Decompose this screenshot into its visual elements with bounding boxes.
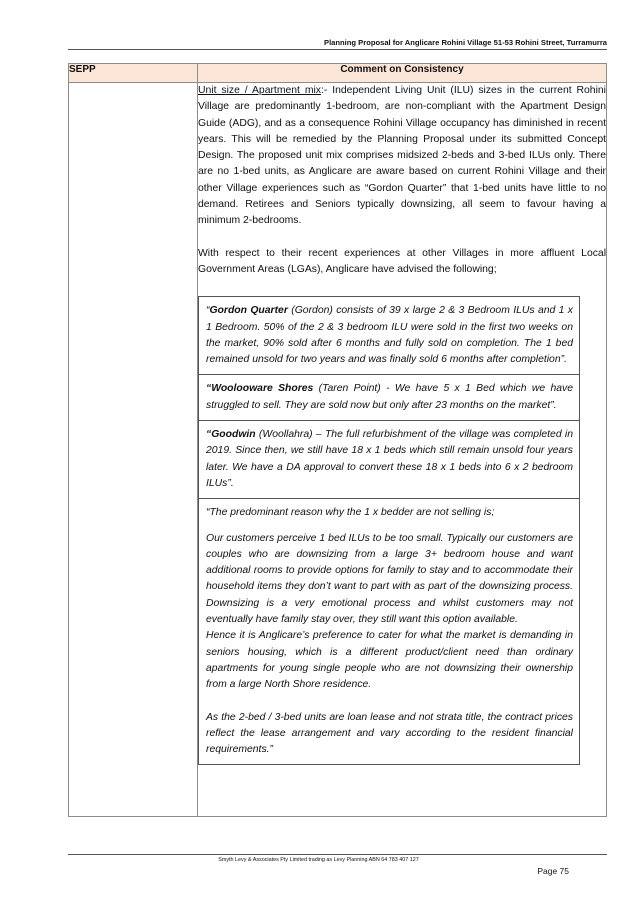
quote-goodwin-name: “Goodwin	[206, 429, 256, 441]
unit-size-text: :- Independent Living Unit (ILU) sizes in the current Rohini Village are predominantly 1-bedroom, are non-compliant with the Apartment Design Guide (ADG), and as a consequence Rohini Village occupancy has diminished in recent years. This will be remedied by the Planning Proposal under its submitted Concept Design. The proposed unit mix comprises midsized 2-beds and 3-bed ILUs only. There are no 1-bed units, as Anglicare are aware based on current Rohini Village and their other Village experiences such as “Gordon Quarter” that 1-bed units have little to no demand. Retirees and Seniors typically downsizing, all seem to favour having a minimum 2-bedrooms.	[198, 85, 606, 227]
quote-goodwin-text: (Woollahra) – The full refurbishment of the village was completed in 2019. Since then, we still have 18 x 1 beds which still remain unsold four years later. We have a DA approval to convert these 18 x 1 beds into 6 x 2 bedroom ILUs”.	[206, 429, 573, 489]
sepp-cell	[69, 83, 198, 817]
quote-reasons-lease: As the 2-bed / 3-bed units are loan lease and not strata title, the contract prices reflect the lease arrangement and vary according to the resident financial requirements.”	[206, 711, 573, 756]
footer-divider	[68, 854, 607, 855]
quote-reasons-preference: Hence it is Anglicare’s preference to cater for what the market is demanding in seniors housing, which is a different product/client need than ordinary apartments for young single people who are not downsizing their ownership from a large North Shore residence.	[206, 630, 573, 691]
page-number: Page 75	[537, 866, 569, 876]
quote-goodwin	[199, 421, 580, 499]
quote-woolooware-shores	[199, 375, 580, 421]
header-divider	[68, 49, 607, 50]
quote-open-mark: “	[206, 305, 210, 317]
running-header: Planning Proposal for Anglicare Rohini Village 51-53 Rohini Street, Turramurra	[324, 38, 607, 47]
quote-reasons	[199, 499, 580, 765]
footer-company: Smyth Levy & Associates Pty Limited trading as Levy Planning ABN 64 783 407 127	[218, 857, 419, 863]
quote-woolooware-text: (Taren Point) - We have 5 x 1 Bed which we have struggled to sell. They are sold now but only after 23 months on the market”.	[206, 383, 573, 411]
quote-gordon-text: (Gordon) consists of 39 x large 2 & 3 Bedroom ILUs and 1 x 1 Bedroom. 50% of the 2 & 3 bedroom ILU were sold in the first two weeks on the market, 90% sold after 6 months and fully sold on completion. The 1 bed remained unsold for two years and was finally sold 6 months after completion”.	[206, 305, 573, 366]
quote-gordon-name: Gordon Quarter	[209, 305, 288, 317]
quote-reasons-perception: Our customers perceive 1 bed ILUs to be too small. Typically our customers are couples who are downsizing from a large 3+ bedroom house and want additional rooms to provide options for family to stay and to accommodate their household items they don’t want to part with as part of the downsizing process. Downsizing is a very emotional process and whilst customers may not eventually have family stay over, they still want this option available.	[206, 532, 573, 626]
comment-cell	[198, 83, 607, 817]
quote-reasons-intro: “The predominant reason why the 1 x bedder are not selling is;	[206, 507, 495, 519]
consistency-table	[68, 63, 607, 817]
paragraph-unit-size	[198, 83, 606, 230]
paragraph-experiences: With respect to their recent experiences at other Villages in more affluent Local Government Areas (LGAs), Anglicare have advised the following;	[198, 247, 606, 275]
col-header-sepp: SEPP	[69, 64, 198, 83]
quote-woolooware-name: “Woolooware Shores	[206, 383, 314, 395]
quotes-table	[198, 296, 580, 765]
unit-size-heading: Unit size / Apartment mix	[198, 85, 321, 96]
col-header-comment: Comment on Consistency	[198, 64, 607, 83]
quote-gordon-quarter	[199, 297, 580, 375]
